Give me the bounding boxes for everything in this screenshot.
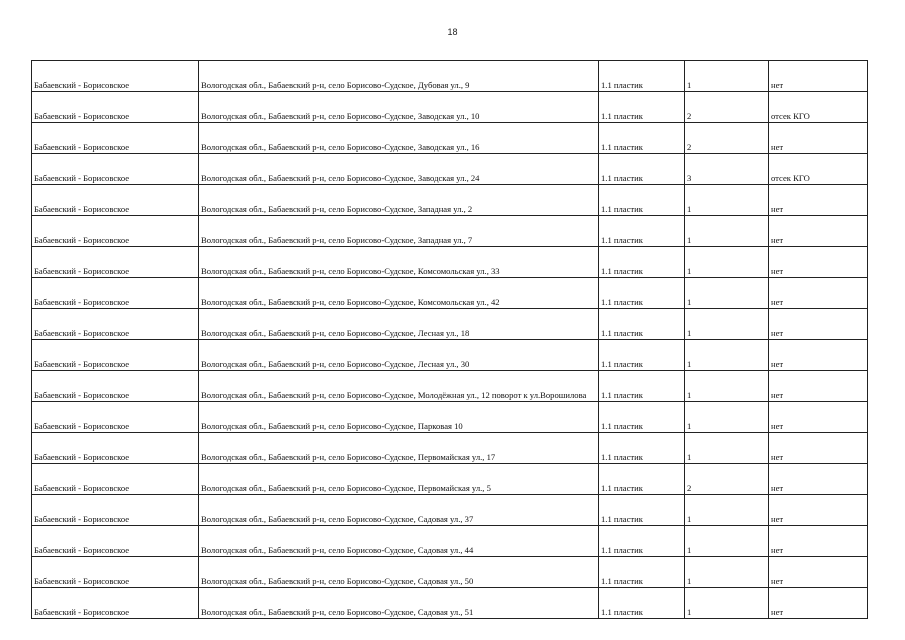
table-row <box>32 92 868 123</box>
cell-district: Бабаевский - Борисовское <box>32 588 199 619</box>
cell-address: Вологодская обл., Бабаевский р-н, село Борисово-Судское, Комсомольская ул., 42 <box>199 278 599 309</box>
cell-container-type: 1.1 пластик <box>599 495 685 526</box>
cell-container-type: 1.1 пластик <box>599 92 685 123</box>
registry-table <box>31 60 868 619</box>
cell-container-type: 1.1 пластик <box>599 588 685 619</box>
page-number: 18 <box>447 27 458 37</box>
cell-district: Бабаевский - Борисовское <box>32 464 199 495</box>
cell-address: Вологодская обл., Бабаевский р-н, село Борисово-Судское, Заводская ул., 10 <box>199 92 599 123</box>
cell-count: 3 <box>685 154 769 185</box>
cell-count: 2 <box>685 464 769 495</box>
cell-note: нет <box>769 309 868 340</box>
cell-note: нет <box>769 61 868 92</box>
table-row <box>32 61 868 92</box>
table-row <box>32 216 868 247</box>
cell-address: Вологодская обл., Бабаевский р-н, село Борисово-Судское, Западная ул., 2 <box>199 185 599 216</box>
cell-note: нет <box>769 433 868 464</box>
table-row <box>32 185 868 216</box>
cell-address: Вологодская обл., Бабаевский р-н, село Борисово-Судское, Лесная ул., 18 <box>199 309 599 340</box>
table-row <box>32 247 868 278</box>
cell-count: 1 <box>685 526 769 557</box>
cell-address: Вологодская обл., Бабаевский р-н, село Борисово-Судское, Заводская ул., 16 <box>199 123 599 154</box>
registry-table-body <box>32 61 868 619</box>
cell-container-type: 1.1 пластик <box>599 371 685 402</box>
cell-district: Бабаевский - Борисовское <box>32 371 199 402</box>
cell-note: нет <box>769 402 868 433</box>
cell-note: нет <box>769 216 868 247</box>
cell-container-type: 1.1 пластик <box>599 340 685 371</box>
cell-district: Бабаевский - Борисовское <box>32 278 199 309</box>
cell-district: Бабаевский - Борисовское <box>32 557 199 588</box>
cell-district: Бабаевский - Борисовское <box>32 526 199 557</box>
cell-note: нет <box>769 278 868 309</box>
cell-note: нет <box>769 185 868 216</box>
cell-count: 1 <box>685 557 769 588</box>
cell-note: нет <box>769 526 868 557</box>
cell-district: Бабаевский - Борисовское <box>32 123 199 154</box>
table-row <box>32 433 868 464</box>
table-row <box>32 402 868 433</box>
cell-container-type: 1.1 пластик <box>599 433 685 464</box>
cell-container-type: 1.1 пластик <box>599 309 685 340</box>
cell-container-type: 1.1 пластик <box>599 464 685 495</box>
cell-address: Вологодская обл., Бабаевский р-н, село Борисово-Судское, Парковая 10 <box>199 402 599 433</box>
cell-address: Вологодская обл., Бабаевский р-н, село Борисово-Судское, Садовая ул., 37 <box>199 495 599 526</box>
cell-district: Бабаевский - Борисовское <box>32 309 199 340</box>
cell-container-type: 1.1 пластик <box>599 154 685 185</box>
cell-note: нет <box>769 588 868 619</box>
cell-count: 1 <box>685 185 769 216</box>
cell-note: нет <box>769 464 868 495</box>
cell-count: 2 <box>685 92 769 123</box>
cell-note: нет <box>769 557 868 588</box>
cell-district: Бабаевский - Борисовское <box>32 402 199 433</box>
cell-count: 1 <box>685 247 769 278</box>
cell-district: Бабаевский - Борисовское <box>32 433 199 464</box>
cell-note: нет <box>769 371 868 402</box>
table-row <box>32 371 868 402</box>
cell-container-type: 1.1 пластик <box>599 526 685 557</box>
cell-count: 1 <box>685 588 769 619</box>
cell-count: 1 <box>685 340 769 371</box>
cell-address: Вологодская обл., Бабаевский р-н, село Борисово-Судское, Молодёжная ул., 12 поворот к ул.Ворошилова <box>199 371 599 402</box>
cell-note: нет <box>769 247 868 278</box>
cell-note: нет <box>769 495 868 526</box>
cell-container-type: 1.1 пластик <box>599 247 685 278</box>
table-row <box>32 526 868 557</box>
cell-count: 1 <box>685 216 769 247</box>
table-row <box>32 464 868 495</box>
cell-count: 1 <box>685 402 769 433</box>
cell-count: 1 <box>685 495 769 526</box>
cell-address: Вологодская обл., Бабаевский р-н, село Борисово-Судское, Садовая ул., 51 <box>199 588 599 619</box>
cell-district: Бабаевский - Борисовское <box>32 216 199 247</box>
cell-address: Вологодская обл., Бабаевский р-н, село Борисово-Судское, Лесная ул., 30 <box>199 340 599 371</box>
cell-address: Вологодская обл., Бабаевский р-н, село Борисово-Судское, Первомайская ул., 17 <box>199 433 599 464</box>
cell-district: Бабаевский - Борисовское <box>32 61 199 92</box>
cell-address: Вологодская обл., Бабаевский р-н, село Борисово-Судское, Садовая ул., 50 <box>199 557 599 588</box>
cell-note: отсек КГО <box>769 154 868 185</box>
cell-address: Вологодская обл., Бабаевский р-н, село Борисово-Судское, Западная ул., 7 <box>199 216 599 247</box>
table-row <box>32 557 868 588</box>
cell-note: нет <box>769 123 868 154</box>
cell-district: Бабаевский - Борисовское <box>32 154 199 185</box>
cell-note: отсек КГО <box>769 92 868 123</box>
cell-note: нет <box>769 340 868 371</box>
cell-container-type: 1.1 пластик <box>599 185 685 216</box>
cell-district: Бабаевский - Борисовское <box>32 247 199 278</box>
table-row <box>32 123 868 154</box>
cell-count: 1 <box>685 309 769 340</box>
cell-count: 1 <box>685 433 769 464</box>
cell-container-type: 1.1 пластик <box>599 123 685 154</box>
cell-count: 1 <box>685 278 769 309</box>
cell-district: Бабаевский - Борисовское <box>32 185 199 216</box>
table-row <box>32 495 868 526</box>
cell-container-type: 1.1 пластик <box>599 402 685 433</box>
cell-container-type: 1.1 пластик <box>599 216 685 247</box>
cell-address: Вологодская обл., Бабаевский р-н, село Борисово-Судское, Комсомольская ул., 33 <box>199 247 599 278</box>
table-row <box>32 340 868 371</box>
cell-count: 1 <box>685 371 769 402</box>
table-row <box>32 309 868 340</box>
cell-district: Бабаевский - Борисовское <box>32 495 199 526</box>
cell-container-type: 1.1 пластик <box>599 278 685 309</box>
cell-address: Вологодская обл., Бабаевский р-н, село Борисово-Судское, Заводская ул., 24 <box>199 154 599 185</box>
cell-district: Бабаевский - Борисовское <box>32 92 199 123</box>
cell-address: Вологодская обл., Бабаевский р-н, село Борисово-Судское, Дубовая ул., 9 <box>199 61 599 92</box>
table-row <box>32 154 868 185</box>
cell-district: Бабаевский - Борисовское <box>32 340 199 371</box>
cell-count: 1 <box>685 61 769 92</box>
cell-count: 2 <box>685 123 769 154</box>
cell-address: Вологодская обл., Бабаевский р-н, село Борисово-Судское, Садовая ул., 44 <box>199 526 599 557</box>
cell-address: Вологодская обл., Бабаевский р-н, село Борисово-Судское, Первомайская ул., 5 <box>199 464 599 495</box>
cell-container-type: 1.1 пластик <box>599 61 685 92</box>
cell-container-type: 1.1 пластик <box>599 557 685 588</box>
table-row <box>32 588 868 619</box>
table-row <box>32 278 868 309</box>
